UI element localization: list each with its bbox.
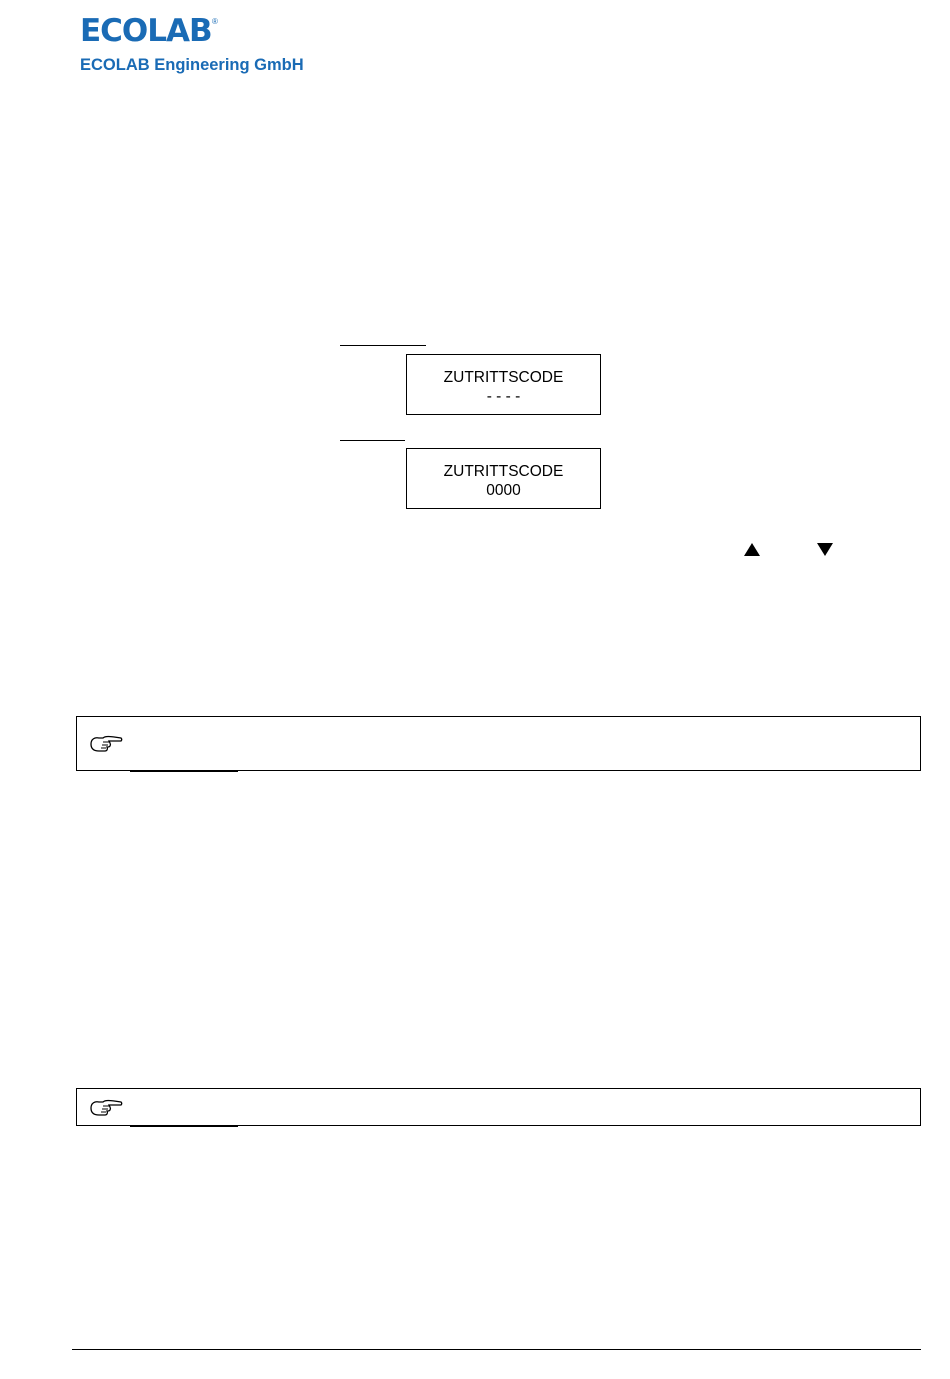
note-box-1: [76, 716, 921, 771]
note-box-2: [76, 1088, 921, 1126]
company-name: ECOLAB Engineering GmbH: [80, 56, 304, 74]
triangle-down-icon: [817, 543, 833, 556]
note-rule-1: [130, 771, 238, 772]
lcd-line-1: ZUTRITTSCODE: [443, 463, 564, 480]
footer-divider: [72, 1349, 921, 1350]
pointing-hand-icon: [89, 734, 123, 754]
lcd-display-code: [406, 448, 601, 509]
note-rule-2: [130, 1126, 238, 1127]
lcd-line-1: ZUTRITTSCODE: [443, 369, 564, 386]
label-underline-2: [340, 440, 405, 441]
ecolab-logo: ECOLAB: [80, 13, 212, 49]
label-underline-1: [340, 345, 426, 346]
registered-mark: ®: [212, 17, 218, 26]
triangle-up-icon: [744, 543, 760, 556]
pointing-hand-icon: [89, 1098, 123, 1118]
lcd-line-2: 0000: [486, 482, 521, 499]
lcd-display-empty: [406, 354, 601, 415]
lcd-line-2: - - - -: [486, 388, 521, 405]
